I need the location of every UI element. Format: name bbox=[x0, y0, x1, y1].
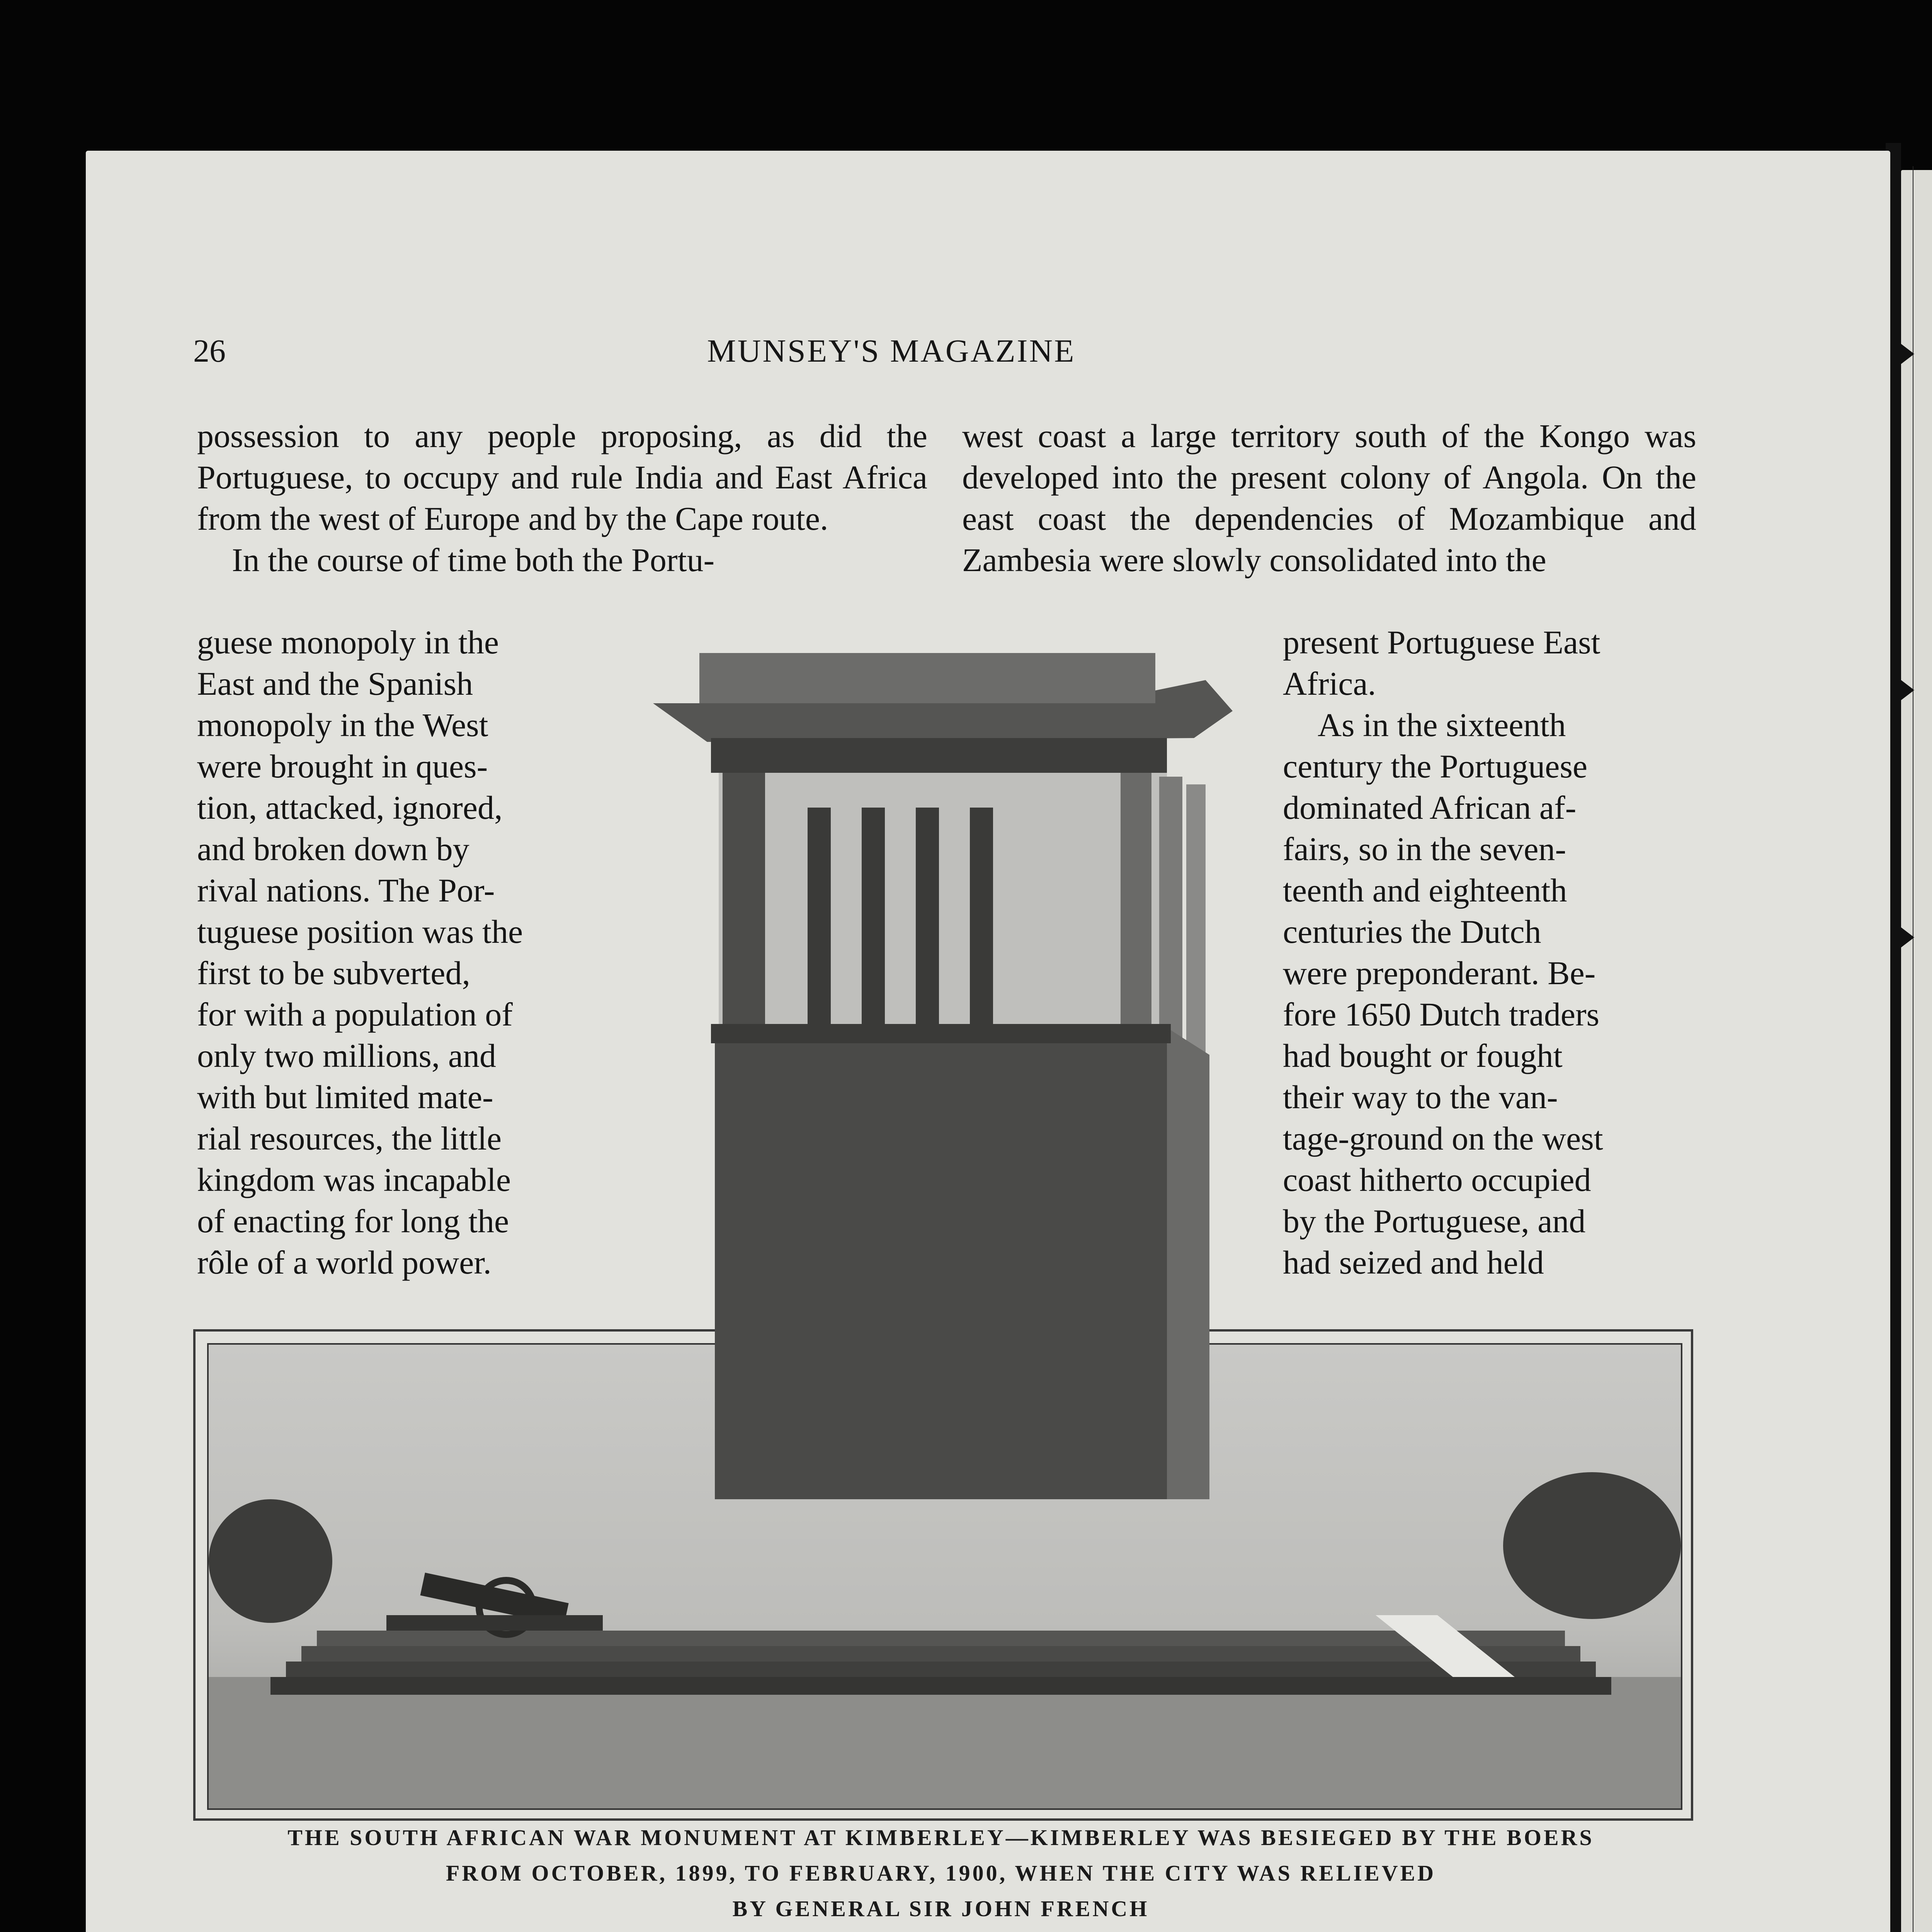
top-right-column-wrap bbox=[1283, 622, 1696, 1283]
monument-step bbox=[301, 1646, 1580, 1662]
monument-column bbox=[1121, 773, 1151, 1043]
text-line: As in the sixteenth bbox=[1318, 706, 1566, 743]
text-line: had bought or fought bbox=[1283, 1037, 1563, 1074]
monument-base-cornice bbox=[711, 1024, 1171, 1043]
text-line: rial resources, the little bbox=[197, 1120, 502, 1157]
text-line: tuguese position was the bbox=[197, 913, 523, 950]
top-left-column-wrap bbox=[197, 622, 603, 1283]
text-line: with but limited mate- bbox=[197, 1078, 493, 1116]
paragraph: In the course of time both the Portu- bbox=[232, 541, 715, 578]
text-line: teenth and eighteenth bbox=[1283, 872, 1567, 909]
text-line: dominated African af- bbox=[1283, 789, 1577, 826]
text-line: fore 1650 Dutch traders bbox=[1283, 996, 1600, 1033]
text-line: for with a population of bbox=[197, 996, 513, 1033]
caption-line: THE SOUTH AFRICAN WAR MONUMENT AT KIMBERLEY—KIMBERLEY WAS BESIEGED BY THE BOERS bbox=[287, 1825, 1594, 1850]
text-line: were preponderant. Be- bbox=[1283, 954, 1596, 992]
text-line: century the Portuguese bbox=[1283, 748, 1588, 785]
text-line: tage-ground on the west bbox=[1283, 1120, 1603, 1157]
monument-column bbox=[862, 808, 885, 1028]
top-left-column-full bbox=[197, 415, 927, 581]
monument-step bbox=[286, 1662, 1596, 1677]
text-line: coast hitherto occupied bbox=[1283, 1161, 1591, 1198]
monument-base bbox=[715, 1028, 1209, 1499]
photo-caption bbox=[201, 1820, 1681, 1927]
text-line: monopoly in the West bbox=[197, 706, 488, 743]
page-edge-notch bbox=[1901, 680, 1914, 700]
tree-right bbox=[1503, 1472, 1681, 1619]
text-line: guese monopoly in the bbox=[197, 624, 499, 661]
text-line: and broken down by bbox=[197, 830, 469, 867]
text-line: Africa. bbox=[1283, 665, 1376, 702]
monument-step bbox=[270, 1677, 1611, 1695]
text-line: tion, attacked, ignored, bbox=[197, 789, 503, 826]
text-line: of enacting for long the bbox=[197, 1202, 509, 1240]
paragraph: possession to any people proposing, as did the Portuguese, to occupy and rule India and East Africa from the west of Europe and by the Cape route. bbox=[197, 417, 927, 537]
paragraph: west coast a large territory south of the Kongo was developed into the present colony of Angola. On the east coast the dependencies of Mozambique and Zambesia were slowly consolidated into the bbox=[962, 417, 1696, 578]
monument-entablature bbox=[711, 738, 1167, 773]
top-right-column-full bbox=[962, 415, 1696, 581]
text-line: present Portuguese East bbox=[1283, 624, 1600, 661]
caption-line: FROM OCTOBER, 1899, TO FEBRUARY, 1900, WHEN THE CITY WAS RELIEVED bbox=[446, 1861, 1436, 1886]
ground bbox=[209, 1677, 1681, 1808]
page-edge-notch bbox=[1901, 344, 1914, 364]
text-line: had seized and held bbox=[1283, 1244, 1544, 1281]
text-line: centuries the Dutch bbox=[1283, 913, 1541, 950]
text-line: were brought in ques- bbox=[197, 748, 488, 785]
text-line: rival nations. The Por- bbox=[197, 872, 495, 909]
text-line: only two millions, and bbox=[197, 1037, 496, 1074]
monument-column bbox=[916, 808, 939, 1028]
tree-left bbox=[209, 1499, 332, 1623]
magazine-title: MUNSEY'S MAGAZINE bbox=[707, 333, 1076, 369]
monument-tower bbox=[645, 638, 1252, 1546]
monument-base-side bbox=[1167, 1028, 1209, 1499]
monument-column bbox=[808, 808, 831, 1028]
text-line: fairs, so in the seven- bbox=[1283, 830, 1566, 867]
page-number: 26 bbox=[193, 333, 226, 369]
text-line: kingdom was incapable bbox=[197, 1161, 511, 1198]
text-line: East and the Spanish bbox=[197, 665, 473, 702]
page-edge-notch bbox=[1901, 927, 1914, 947]
monument-column bbox=[1159, 777, 1182, 1047]
text-line: rôle of a world power. bbox=[197, 1244, 492, 1281]
facing-page-edge bbox=[1901, 170, 1932, 1932]
text-line: first to be subverted, bbox=[197, 954, 470, 992]
monument-column bbox=[1186, 784, 1206, 1055]
colonnade-opening bbox=[719, 773, 1167, 1028]
cannon-carriage bbox=[386, 1615, 603, 1631]
text-line: by the Portuguese, and bbox=[1283, 1202, 1586, 1240]
monument-attic bbox=[699, 653, 1155, 703]
caption-line: BY GENERAL SIR JOHN FRENCH bbox=[732, 1896, 1150, 1921]
monument-column bbox=[970, 808, 993, 1028]
text-line: their way to the van- bbox=[1283, 1078, 1558, 1116]
monument-column bbox=[723, 773, 765, 1028]
